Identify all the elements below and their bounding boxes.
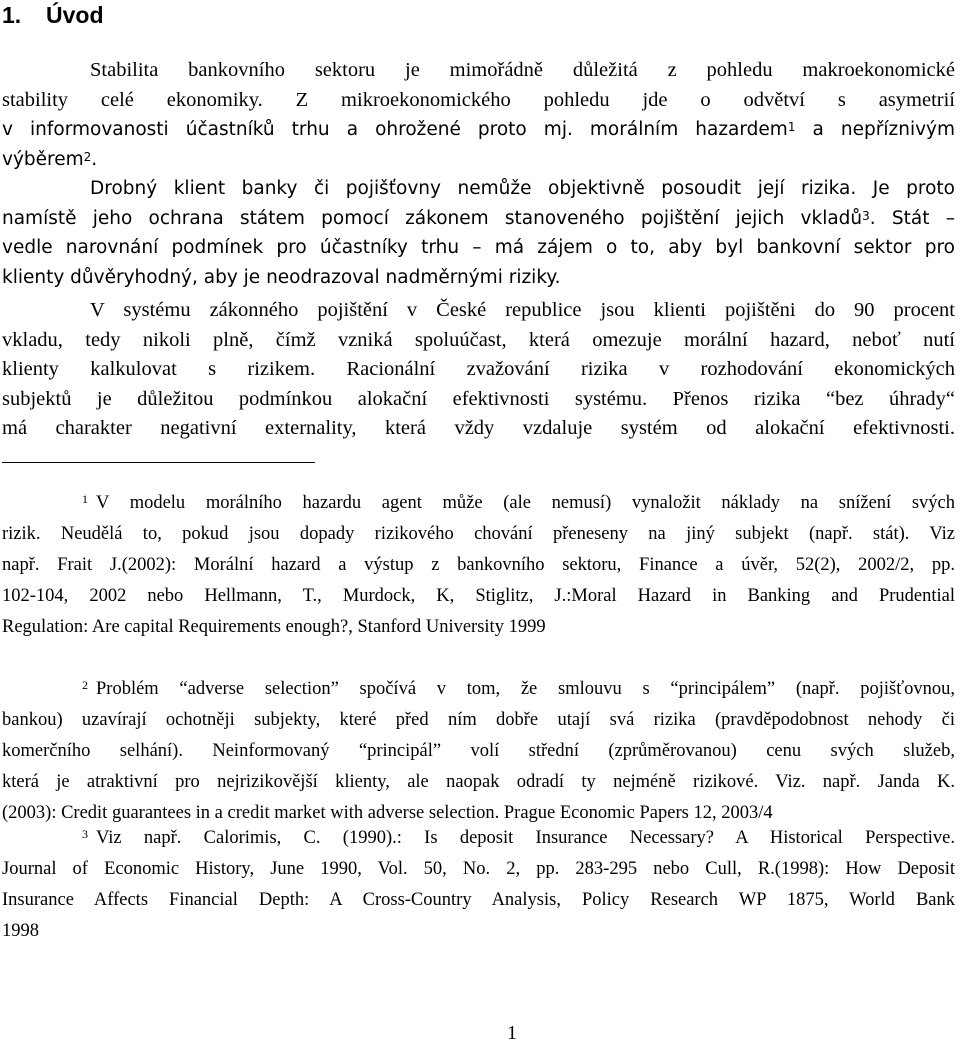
section-title: Úvod [46, 2, 104, 28]
text-line [2, 488, 955, 519]
footnote-ref: 3 [862, 208, 870, 223]
text-span: namístě jeho ochrana státem pomocí zákonem stanoveného pojištění jejich vkladů [2, 207, 863, 229]
text-span: v informovanosti účastníků trhu a ohrožené proto mj. morálním hazardem [2, 119, 788, 140]
paragraph-insurance [2, 296, 955, 444]
text-line: 102-104, 2002 nebo Hellmann, T., Murdock, K, Stiglitz, J.:Moral Hazard in Banking and Prudential [2, 586, 955, 606]
footnote-mark: 1 [82, 492, 88, 506]
text-line: Journal of Economic History, June 1990, Vol. 50, No. 2, pp. 283-295 nebo Cull, R.(1998): How Deposit [2, 859, 955, 879]
text-line [2, 145, 955, 175]
text-line: komerčního selhání). Neinformovaný “principál” volí střední (zprůměrovanou) cenu svých služeb, [2, 741, 955, 761]
text-line [2, 674, 955, 705]
text-line: bankou) uzavírají ochotněji subjekty, které před ním dobře utají svá rizika (pravděpodobnost nehody či [2, 710, 955, 730]
paragraph-intro [2, 56, 955, 292]
text-span: V modelu morálního hazardu agent může (ale nemusí) vynaložit náklady na snížení svých [96, 493, 955, 513]
text-span: . Stát – [869, 207, 955, 229]
text-line: subjektů je důležitou podmínkou alokační efektivnosti systému. Přenos rizika “bez úhrady“ [2, 387, 955, 410]
footnote-mark: 2 [82, 678, 88, 692]
text-line: vkladu, tedy nikoli plně, čímž vzniká spoluúčast, která omezuje morální hazard, neboť nutí [2, 328, 955, 351]
text-line [2, 204, 955, 234]
text-line: stability celé ekonomiky. Z mikroekonomického pohledu jde o odvětví s asymetrií [2, 88, 955, 111]
text-line [2, 823, 955, 854]
text-line: 1998 [2, 921, 39, 941]
footnote-ref: 2 [83, 149, 92, 164]
text-span: . [91, 148, 98, 170]
text-line: Stabilita bankovního sektoru je mimořádně důležitá z pohledu makroekonomické [90, 59, 955, 81]
footnote-mark: 3 [82, 827, 88, 841]
footnote-1 [2, 488, 955, 643]
footnote-2 [2, 674, 955, 829]
text-line [2, 115, 955, 145]
text-line: (2003): Credit guarantees in a credit market with adverse selection. Prague Economic Papers 12, 2003/4 [2, 803, 773, 823]
text-line: Insurance Affects Financial Depth: A Cross-Country Analysis, Policy Research WP 1875, World Bank [2, 890, 955, 910]
text-line: má charakter negativní externality, která vždy vzdaluje systém od alokační efektivnosti. [2, 417, 955, 439]
text-line: např. Frait J.(2002): Morální hazard a výstup z bankovního sektoru, Finance a úvěr, 52(2), 2002/2, pp. [2, 555, 955, 575]
text-span: výběrem [2, 148, 84, 170]
section-heading [2, 2, 104, 29]
text-span: Problém “adverse selection” spočívá v tom, že smlouvu s “principálem” (např. pojišťovnou, [96, 679, 955, 699]
text-line: vedle narovnání podmínek pro účastníky trhu – má zájem o to, aby byl bankovní sektor pro [2, 237, 955, 258]
text-line: V systému zákonného pojištění v České republice jsou klienti pojištěni do 90 procent [90, 299, 955, 321]
page-number: 1 [507, 1022, 517, 1044]
text-span: Viz např. Calorimis, C. (1990).: Is deposit Insurance Necessary? A Historical Perspective. [96, 828, 955, 848]
text-line: klienty důvěryhodný, aby je neodrazoval nadměrnými riziky. [2, 266, 561, 288]
text-line: Regulation: Are capital Requirements enough?, Stanford University 1999 [2, 617, 546, 637]
section-number: 1. [2, 2, 22, 28]
text-span: a nepříznivým [795, 119, 955, 140]
footnote-ref: 1 [787, 120, 796, 134]
text-line: Drobný klient banky či pojišťovny nemůže objektivně posoudit její rizika. Je proto [90, 178, 955, 199]
text-line: která je atraktivní pro nejrizikovější klienty, ale naopak odradí ty nejméně rizikové. Viz. např. Janda K. [2, 772, 955, 792]
text-line: klienty kalkulovat s rizikem. Racionální zvažování rizika v rozhodování ekonomických [2, 358, 955, 380]
text-line: rizik. Neudělá to, pokud jsou dopady rizikového chování přeneseny na jiný subjekt (např. stát). Viz [2, 524, 955, 544]
footnote-3 [2, 823, 955, 947]
footnote-separator [2, 462, 315, 463]
